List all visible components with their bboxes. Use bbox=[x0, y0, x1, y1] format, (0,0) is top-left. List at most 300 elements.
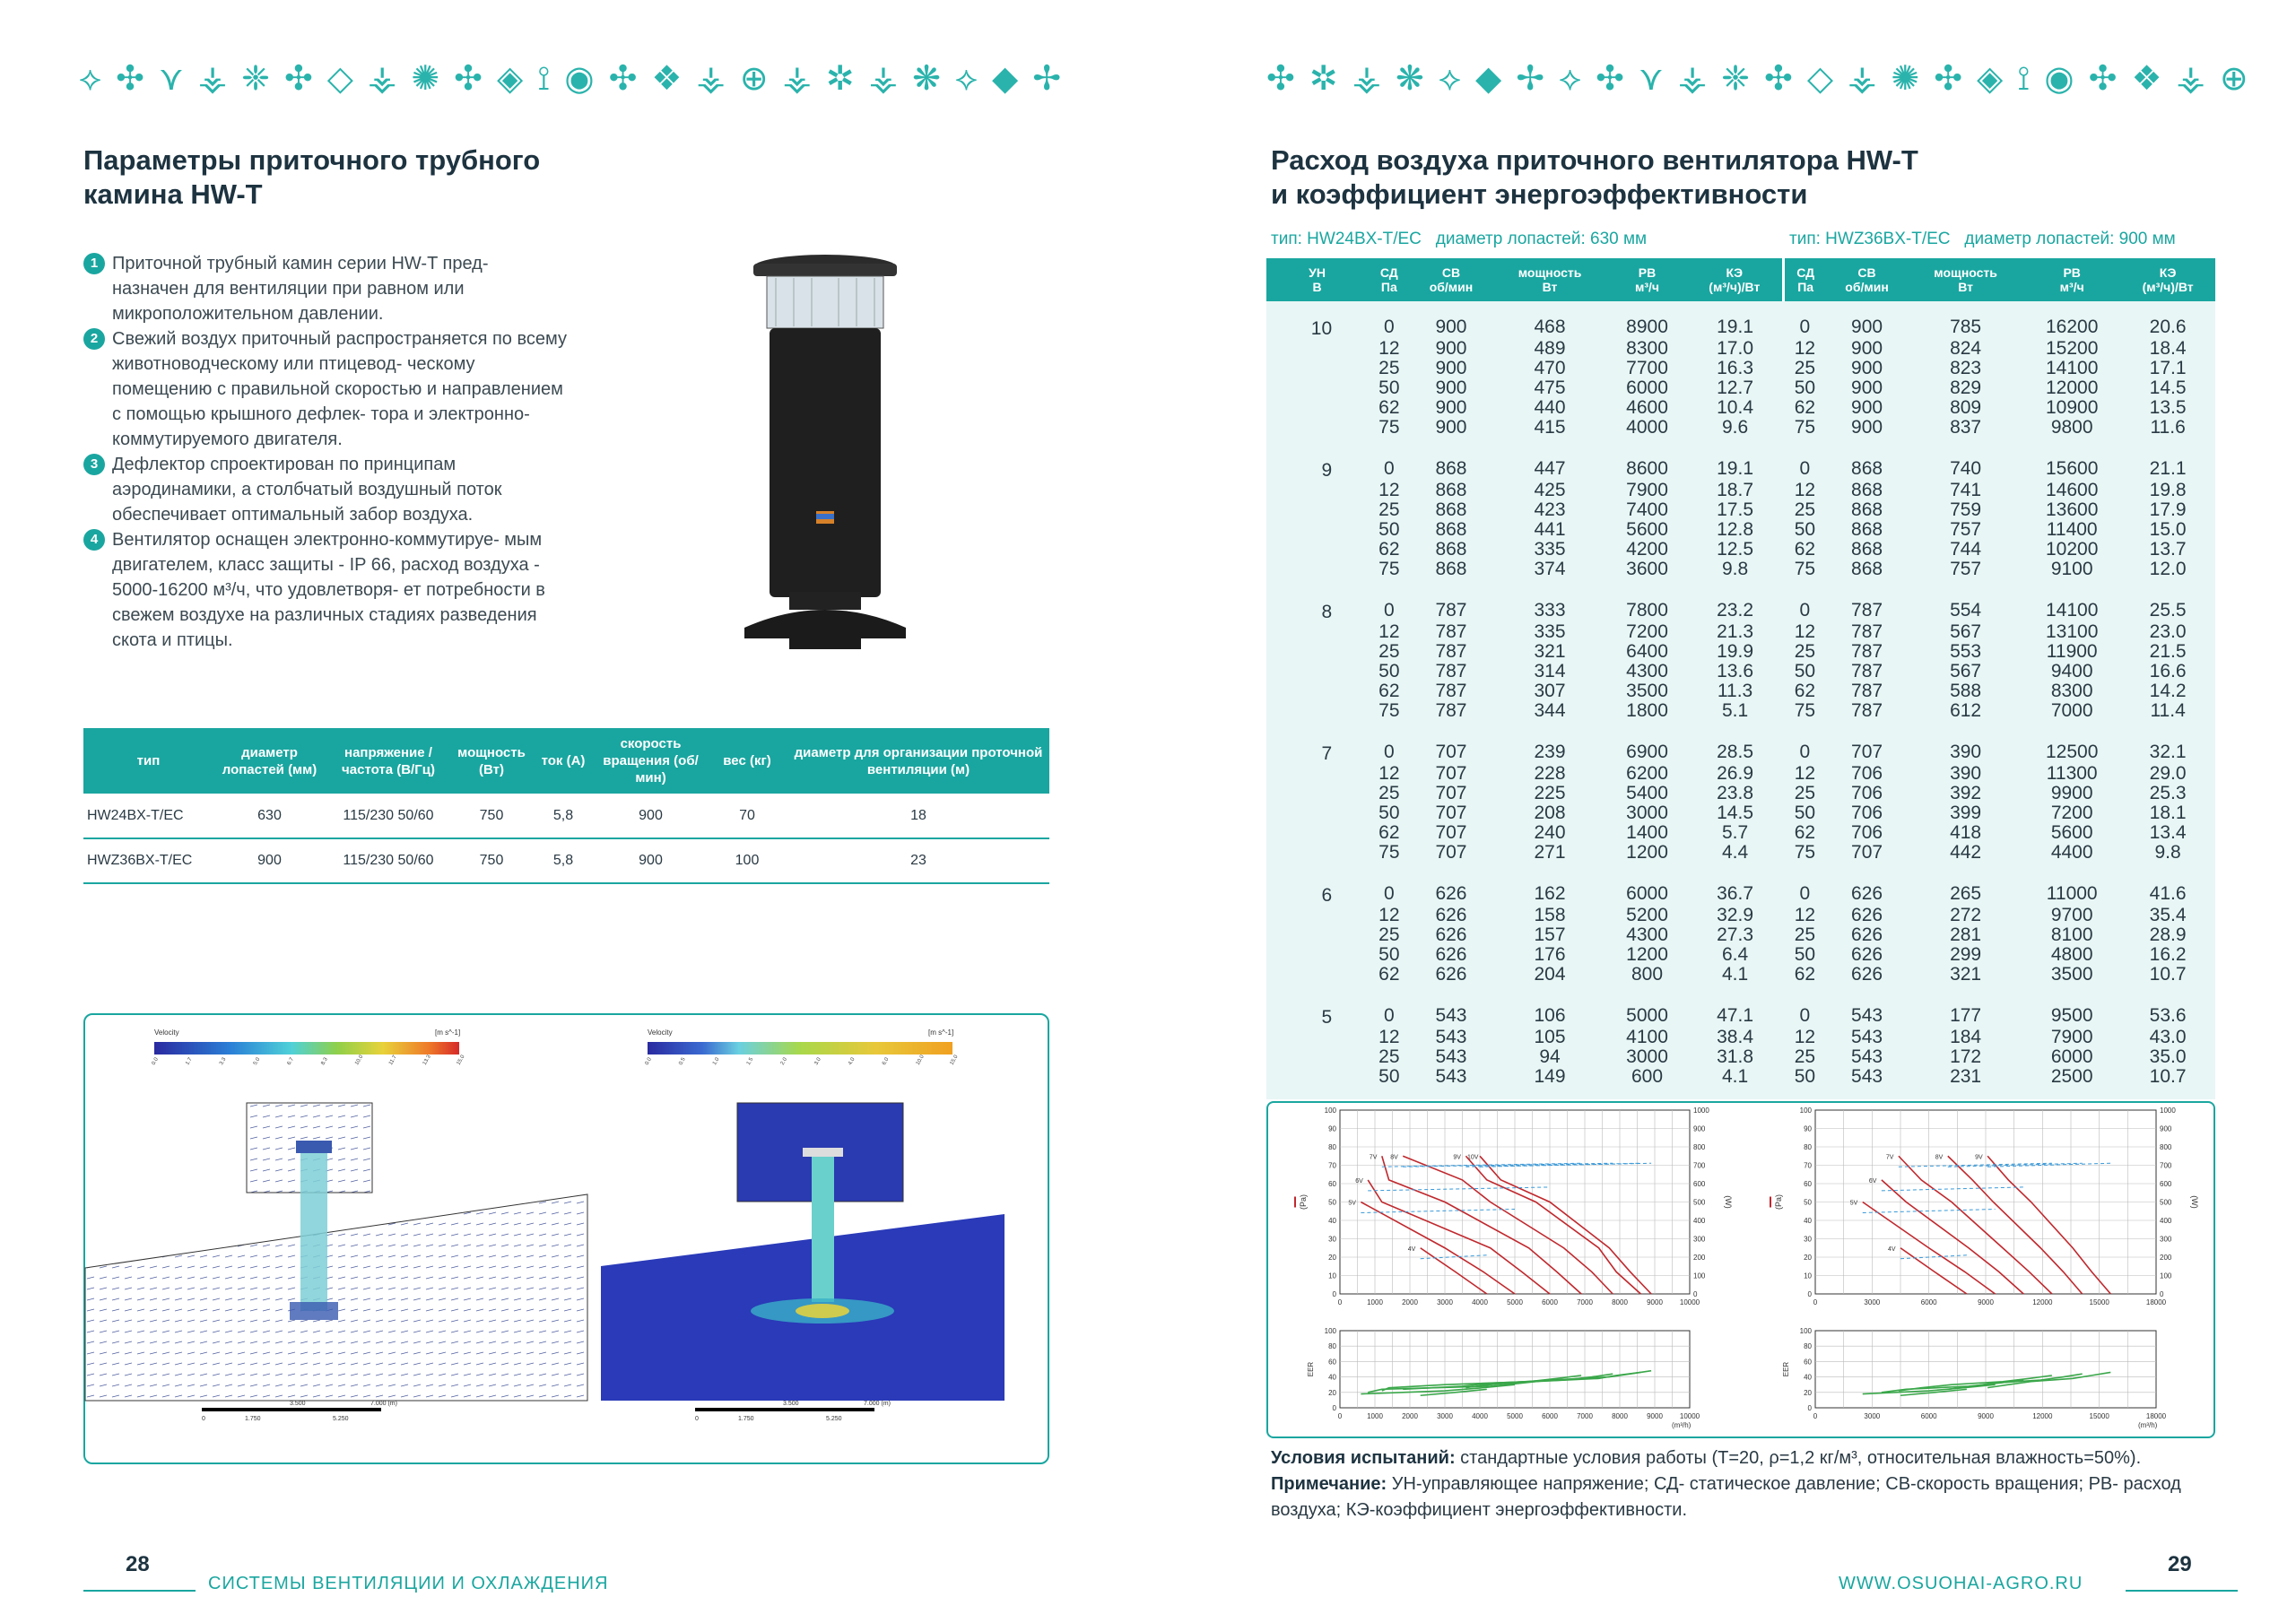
cell: 50 bbox=[1378, 519, 1400, 540]
voltage-cell bbox=[1266, 823, 1368, 843]
cell: 17.9 bbox=[2149, 499, 2187, 520]
cell: 567 bbox=[1950, 661, 1982, 681]
cell: 1800 bbox=[1626, 700, 1668, 721]
header-unit: Па bbox=[1797, 280, 1814, 294]
cell: 442 bbox=[1950, 842, 1982, 863]
charts-svg bbox=[1268, 1103, 2213, 1436]
series-label: 8V bbox=[1390, 1154, 1398, 1161]
x-tick-label: 0 bbox=[1813, 1298, 1818, 1306]
cell: 7400 bbox=[1626, 499, 1668, 520]
cell: 75 bbox=[1378, 559, 1400, 579]
y-tick-label: 30 bbox=[1328, 1235, 1336, 1244]
cell: 62 bbox=[1794, 397, 1816, 418]
cell: 706 bbox=[1851, 822, 1883, 843]
x-tick-label: 9000 bbox=[1978, 1412, 1994, 1420]
table-row bbox=[1266, 823, 2215, 843]
cell: 11.3 bbox=[1717, 681, 1753, 701]
y-tick-label: 70 bbox=[1328, 1161, 1336, 1170]
product-image bbox=[735, 251, 915, 655]
cell: 626 bbox=[1851, 964, 1883, 985]
cell: 543 bbox=[1851, 1005, 1883, 1026]
voltage-cell bbox=[1266, 906, 1368, 925]
cell: 25 bbox=[1378, 924, 1400, 945]
cell: 25 bbox=[1378, 641, 1400, 662]
x-tick-label: 18000 bbox=[2145, 1412, 2167, 1420]
cell: 240 bbox=[1534, 822, 1566, 843]
series-label: 6V bbox=[1355, 1177, 1363, 1185]
cell: 15.0 bbox=[2149, 519, 2187, 540]
voltage-cell bbox=[1266, 520, 1368, 540]
cell: 10900 bbox=[2045, 397, 2099, 418]
y2-tick-label: 300 bbox=[2160, 1235, 2172, 1244]
cell: 868 bbox=[1851, 559, 1883, 579]
voltage-cell bbox=[1266, 339, 1368, 359]
cell: 19.1 bbox=[1717, 317, 1753, 337]
col-header: скорость вращения (об/мин) bbox=[595, 728, 707, 794]
cell: 440 bbox=[1534, 397, 1566, 418]
cell: 14100 bbox=[2045, 600, 2099, 621]
x-tick-label: 2000 bbox=[1402, 1298, 1418, 1306]
series-label: 7V bbox=[1885, 1154, 1894, 1161]
col-header: ток (А) bbox=[532, 728, 595, 794]
cell: 10.7 bbox=[2149, 964, 2187, 985]
header-top: КЭ bbox=[1726, 265, 1744, 280]
cell: 6900 bbox=[1626, 742, 1668, 762]
voltage-cell bbox=[1266, 540, 1368, 560]
cell: 25 bbox=[1378, 358, 1400, 378]
cell: 50 bbox=[1378, 944, 1400, 965]
voltage-cell bbox=[1266, 642, 1368, 662]
col-header: напряжение / частота (В/Гц) bbox=[326, 728, 451, 794]
y-tick-label: 50 bbox=[1328, 1198, 1336, 1207]
y-tick-label: 0 bbox=[1332, 1290, 1336, 1298]
y-tick-label: 80 bbox=[1804, 1342, 1812, 1351]
cell: 9.6 bbox=[1721, 417, 1749, 438]
y2-tick-label: 900 bbox=[1693, 1124, 1706, 1133]
col-header bbox=[1492, 258, 1607, 301]
cell: 5,8 bbox=[532, 838, 595, 883]
cell: 208 bbox=[1534, 803, 1566, 823]
cell: 900 bbox=[1851, 338, 1883, 359]
cell: 18.1 bbox=[2149, 803, 2187, 823]
cell: 706 bbox=[1851, 803, 1883, 823]
cell: 4200 bbox=[1626, 539, 1668, 560]
cell: 787 bbox=[1851, 621, 1883, 642]
cell: 750 bbox=[451, 794, 532, 838]
y-tick-label: 40 bbox=[1328, 1217, 1336, 1225]
cell: 12 bbox=[1378, 1027, 1400, 1047]
header-top: РВ bbox=[2063, 265, 2081, 280]
cell: 787 bbox=[1851, 661, 1883, 681]
y-tick-label: 90 bbox=[1328, 1124, 1336, 1133]
cell: 25 bbox=[1794, 358, 1816, 378]
cell: 543 bbox=[1435, 1005, 1467, 1026]
cell: 8300 bbox=[2050, 681, 2093, 701]
voltage-cell bbox=[1266, 764, 1368, 784]
header-top: УН bbox=[1309, 265, 1326, 280]
col-header bbox=[1266, 258, 1368, 301]
number-badge: 4 bbox=[83, 529, 105, 551]
cell: 0 bbox=[1799, 1005, 1811, 1026]
chart-2 bbox=[1307, 1327, 1700, 1429]
header-unit: В bbox=[1312, 280, 1322, 294]
cell: 900 bbox=[595, 794, 707, 838]
cell: 706 bbox=[1851, 783, 1883, 803]
colorbar-tick: 15.0 bbox=[456, 1054, 466, 1066]
cell: 543 bbox=[1851, 1046, 1883, 1067]
header-unit: об/мин bbox=[1429, 280, 1474, 294]
cell: 787 bbox=[1851, 641, 1883, 662]
cell: 900 bbox=[1435, 338, 1467, 359]
cell: 900 bbox=[1851, 358, 1883, 378]
cell: 543 bbox=[1435, 1046, 1467, 1067]
cell: 868 bbox=[1851, 539, 1883, 560]
y2-tick-label: 200 bbox=[1693, 1254, 1706, 1262]
title-line: Параметры приточного трубного bbox=[83, 144, 541, 176]
number-badge: 2 bbox=[83, 328, 105, 350]
x-tick-label: 3000 bbox=[1437, 1412, 1453, 1420]
cell: 741 bbox=[1950, 480, 1982, 500]
cell: 785 bbox=[1950, 317, 1982, 337]
colorbar-tick: 0.0 bbox=[644, 1056, 653, 1066]
cell: 272 bbox=[1950, 905, 1982, 925]
cell: 13.6 bbox=[1717, 661, 1753, 681]
cell: 50 bbox=[1794, 1066, 1816, 1087]
cell: 9800 bbox=[2050, 417, 2093, 438]
cell: 787 bbox=[1435, 681, 1467, 701]
cell: 17.5 bbox=[1717, 499, 1753, 520]
cell: 900 bbox=[1851, 417, 1883, 438]
colorbar-tick: 0.5 bbox=[678, 1056, 687, 1066]
colorbar-tick: 3.0 bbox=[813, 1056, 822, 1066]
cell: 475 bbox=[1534, 378, 1566, 398]
cell: 62 bbox=[1794, 681, 1816, 701]
scale-label: 7.000 (m) bbox=[370, 1401, 397, 1407]
list-item bbox=[83, 326, 568, 452]
cell: 787 bbox=[1435, 621, 1467, 642]
y-tick-label: 100 bbox=[1799, 1327, 1812, 1335]
notes-remark bbox=[1271, 1471, 2222, 1523]
x-tick-label: 12000 bbox=[2032, 1298, 2053, 1306]
cell: 25 bbox=[1794, 641, 1816, 662]
cell: 15200 bbox=[2045, 338, 2099, 359]
y2-tick-label: 900 bbox=[2160, 1124, 2172, 1133]
cell: 588 bbox=[1950, 681, 1982, 701]
cell: 7800 bbox=[1626, 600, 1668, 621]
cell: 27.3 bbox=[1717, 924, 1753, 945]
list-item bbox=[83, 452, 568, 527]
cell: 162 bbox=[1534, 883, 1566, 904]
cell: 25 bbox=[1794, 1046, 1816, 1067]
cell: 12 bbox=[1378, 763, 1400, 784]
page-number-left: 28 bbox=[126, 1552, 150, 1576]
list-item-text: Дефлектор спроектирован по принципам аэродинамики, а столбчатый воздушный поток обеспечивает оптимальный забор воздуха. bbox=[112, 455, 502, 525]
cell: 62 bbox=[1794, 822, 1816, 843]
cfd-right-unit: [m s^-1] bbox=[928, 1028, 954, 1037]
table-row bbox=[1266, 965, 2215, 985]
y2-tick-label: 1000 bbox=[2160, 1107, 2176, 1115]
cell: 12 bbox=[1378, 480, 1400, 500]
cell: 626 bbox=[1851, 883, 1883, 904]
cell: 50 bbox=[1378, 1066, 1400, 1087]
cell: 554 bbox=[1950, 600, 1982, 621]
cell: 75 bbox=[1794, 842, 1816, 863]
cell: 75 bbox=[1794, 700, 1816, 721]
cfd-right-colorbar bbox=[648, 1042, 952, 1055]
cell: 14600 bbox=[2045, 480, 2099, 500]
x-tick-label: 6000 bbox=[1542, 1412, 1558, 1420]
right-page-title bbox=[1271, 143, 1918, 212]
cell: 707 bbox=[1435, 822, 1467, 843]
header-unit: (м³/ч)/Вт bbox=[1709, 280, 1761, 294]
y-tick-label: 20 bbox=[1804, 1254, 1812, 1262]
cell: 626 bbox=[1851, 905, 1883, 925]
cell: 62 bbox=[1378, 539, 1400, 560]
table-row bbox=[1266, 378, 2215, 398]
title-line: Расход воздуха приточного вентилятора HW-T bbox=[1271, 144, 1918, 176]
x-tick-label: 2000 bbox=[1402, 1412, 1418, 1420]
cell: 31.8 bbox=[1717, 1046, 1753, 1067]
table-row bbox=[1266, 622, 2215, 642]
type-diameter: диаметр лопастей: 900 мм bbox=[1964, 230, 2176, 248]
cell: 0 bbox=[1383, 600, 1395, 621]
x-axis-label: (m³/h) bbox=[2138, 1421, 2158, 1429]
cell: 11000 bbox=[2046, 883, 2098, 904]
cell: 868 bbox=[1851, 499, 1883, 520]
cell: 7900 bbox=[1626, 480, 1668, 500]
cell: 3500 bbox=[1626, 681, 1668, 701]
cell: 0 bbox=[1383, 1005, 1395, 1026]
cell: 567 bbox=[1950, 621, 1982, 642]
y-tick-label: 60 bbox=[1328, 1358, 1336, 1367]
cell: 868 bbox=[1435, 499, 1467, 520]
cell: 14100 bbox=[2045, 358, 2099, 378]
scale-label: 1.750 bbox=[245, 1416, 261, 1422]
cell: 868 bbox=[1851, 519, 1883, 540]
cell: 7200 bbox=[1626, 621, 1668, 642]
cell: 26.9 bbox=[1717, 763, 1753, 784]
cell: 418 bbox=[1950, 822, 1982, 843]
colorbar-tick: 11.7 bbox=[387, 1055, 398, 1066]
cell: 12 bbox=[1378, 338, 1400, 359]
cell: 6000 bbox=[2050, 1046, 2093, 1067]
voltage-cell: 6 bbox=[1321, 885, 1333, 906]
header-top: мощность bbox=[1518, 265, 1582, 280]
colorbar-tick: 8.3 bbox=[320, 1056, 329, 1066]
cell: 900 bbox=[1851, 317, 1883, 337]
x-tick-label: 15000 bbox=[2089, 1298, 2109, 1306]
y-tick-label: 100 bbox=[1324, 1107, 1336, 1115]
cell: 35.0 bbox=[2149, 1046, 2187, 1067]
cell: 900 bbox=[1851, 378, 1883, 398]
x-tick-label: 6000 bbox=[1542, 1298, 1558, 1306]
cell: 7700 bbox=[1626, 358, 1668, 378]
table-row bbox=[1266, 906, 2215, 925]
cell: 321 bbox=[1534, 641, 1566, 662]
header-unit: м³/ч bbox=[1634, 280, 1660, 294]
cell: 3500 bbox=[2050, 964, 2093, 985]
cell: 19.9 bbox=[1717, 641, 1753, 662]
cell: 787 bbox=[1851, 681, 1883, 701]
cell: 447 bbox=[1534, 458, 1566, 479]
page-number-right: 29 bbox=[2168, 1552, 2192, 1576]
cell: 7900 bbox=[2050, 1027, 2093, 1047]
cell: 868 bbox=[1435, 539, 1467, 560]
cell: 28.9 bbox=[2149, 924, 2187, 945]
cell: 25 bbox=[1378, 783, 1400, 803]
cfd-left-colorbar bbox=[154, 1042, 459, 1055]
cell: 9.8 bbox=[2154, 842, 2181, 863]
cell: 0 bbox=[1799, 742, 1811, 762]
cell: 12 bbox=[1378, 621, 1400, 642]
cell: 868 bbox=[1851, 480, 1883, 500]
cell: 106 bbox=[1534, 1005, 1566, 1026]
cell: 32.1 bbox=[2149, 742, 2187, 762]
header-top: мощность bbox=[1934, 265, 1997, 280]
cell: 11400 bbox=[2046, 519, 2098, 540]
voltage-cell bbox=[1266, 622, 1368, 642]
cell: 543 bbox=[1851, 1066, 1883, 1087]
cell: 470 bbox=[1534, 358, 1566, 378]
cell: 17.1 bbox=[2149, 358, 2187, 378]
cell: 14.5 bbox=[2149, 378, 2187, 398]
x-tick-label: 5000 bbox=[1507, 1412, 1523, 1420]
table-row bbox=[1266, 784, 2215, 803]
cell: 265 bbox=[1950, 883, 1982, 904]
voltage-cell bbox=[1266, 965, 1368, 985]
cell: 837 bbox=[1950, 417, 1982, 438]
series-label: 4V bbox=[1407, 1245, 1416, 1253]
cell: 16.3 bbox=[1717, 358, 1753, 378]
y2-tick-label: 0 bbox=[1693, 1290, 1698, 1298]
cell: 12 bbox=[1794, 905, 1816, 925]
parameters-table bbox=[83, 728, 1049, 884]
cell: 787 bbox=[1851, 600, 1883, 621]
y-tick-label: 10 bbox=[1804, 1271, 1812, 1280]
cell: 25 bbox=[1794, 924, 1816, 945]
colorbar-tick: 1.7 bbox=[185, 1056, 194, 1066]
x-tick-label: 6000 bbox=[1920, 1298, 1937, 1306]
table-row bbox=[1266, 1028, 2215, 1047]
col-header bbox=[1608, 258, 1687, 301]
y-tick-label: 0 bbox=[1332, 1404, 1336, 1412]
notes-text: УН-управляющее напряжение; СД- статическое давление; СВ-скорость вращения; РВ- расход воздуха; КЭ-коэффициент энергоэффективности. bbox=[1271, 1474, 2181, 1520]
cell: 25 bbox=[1794, 499, 1816, 520]
y-tick-label: 40 bbox=[1804, 1217, 1812, 1225]
notes-block bbox=[1271, 1445, 2222, 1523]
cell: 157 bbox=[1534, 924, 1566, 945]
cell: 4800 bbox=[2050, 944, 2093, 965]
x-tick-label: 8000 bbox=[1612, 1298, 1628, 1306]
cell: 423 bbox=[1534, 499, 1566, 520]
y2-tick-label: 100 bbox=[2160, 1271, 2172, 1280]
cell: 0 bbox=[1799, 600, 1811, 621]
y2-tick-label: 100 bbox=[1693, 1271, 1706, 1280]
cell: 25.5 bbox=[2149, 600, 2187, 621]
cell: 5200 bbox=[1626, 905, 1668, 925]
cell: 75 bbox=[1794, 559, 1816, 579]
cell: 299 bbox=[1950, 944, 1982, 965]
cell: 50 bbox=[1378, 378, 1400, 398]
footer-website[interactable]: WWW.OSUOHAI-AGRO.RU bbox=[1839, 1574, 2083, 1593]
y-tick-label: 50 bbox=[1804, 1198, 1812, 1207]
cell: 4400 bbox=[2050, 842, 2093, 863]
y-tick-label: 40 bbox=[1804, 1373, 1812, 1382]
y-tick-label: 0 bbox=[1807, 1404, 1812, 1412]
cell: 787 bbox=[1851, 700, 1883, 721]
cell: 5600 bbox=[1626, 519, 1668, 540]
cell: 390 bbox=[1950, 742, 1982, 762]
cell: 626 bbox=[1435, 905, 1467, 925]
table-row bbox=[1266, 764, 2215, 784]
list-item-text: Вентилятор оснащен электронно-коммутируе- мым двигателем, класс защиты - IP 66, расход воздуха - 5000-16200 м³/ч, что удовлетворя- ет потребности в свежем воздухе на различных стадиях разведения скота и птицы. bbox=[112, 530, 545, 650]
cell: 50 bbox=[1794, 944, 1816, 965]
x-tick-label: 6000 bbox=[1920, 1412, 1937, 1420]
ornament-right: ✣ ✲ ⚶ ❋ ⟡ ◆ ✢ ⟡ ✣ ⋎ ⚶ ❈ ✣ ◇ ⚶ ✺ ✣ ◈ ⟟ ◉ ✣ ❖ ⚶ ⊕ bbox=[1266, 57, 2250, 98]
cell: 374 bbox=[1534, 559, 1566, 579]
type-label-1 bbox=[1271, 230, 1647, 249]
voltage-cell bbox=[1266, 681, 1368, 701]
x-tick-label: 3000 bbox=[1437, 1298, 1453, 1306]
cell: 271 bbox=[1534, 842, 1566, 863]
cell: 399 bbox=[1950, 803, 1982, 823]
cell: 204 bbox=[1534, 964, 1566, 985]
cell: 115/230 50/60 bbox=[326, 838, 451, 883]
list-item bbox=[83, 527, 568, 653]
voltage-cell bbox=[1266, 925, 1368, 945]
cell: 12.7 bbox=[1717, 378, 1753, 398]
y-tick-label: 70 bbox=[1804, 1161, 1812, 1170]
table-row bbox=[1266, 1047, 2215, 1067]
y2-tick-label: 800 bbox=[1693, 1143, 1706, 1151]
cell: 23.8 bbox=[1717, 783, 1753, 803]
cell: 20.6 bbox=[2149, 317, 2187, 337]
cell: 553 bbox=[1950, 641, 1982, 662]
x-tick-label: 8000 bbox=[1612, 1412, 1628, 1420]
y-axis-label: EER bbox=[1307, 1361, 1315, 1377]
series-label: 7V bbox=[1369, 1154, 1378, 1161]
cell: 50 bbox=[1794, 378, 1816, 398]
cell: 12000 bbox=[2045, 378, 2099, 398]
voltage-cell bbox=[1266, 481, 1368, 500]
cell: 5600 bbox=[2050, 822, 2093, 843]
cell: 868 bbox=[1435, 458, 1467, 479]
cell: 35.4 bbox=[2149, 905, 2187, 925]
x-tick-label: 15000 bbox=[2089, 1412, 2109, 1420]
header-unit: м³/ч bbox=[2059, 280, 2084, 294]
cell: 16.2 bbox=[2149, 944, 2187, 965]
cell: 787 bbox=[1435, 641, 1467, 662]
colorbar-tick: 4.0 bbox=[848, 1056, 857, 1066]
cell: 12.5 bbox=[1717, 539, 1753, 560]
table-row bbox=[1266, 803, 2215, 823]
header-top: СВ bbox=[1441, 265, 1461, 280]
cell: 13.4 bbox=[2149, 822, 2187, 843]
colorbar-tick: 2.0 bbox=[779, 1056, 789, 1066]
table-row bbox=[1266, 500, 2215, 520]
cell: 21.1 bbox=[2149, 458, 2187, 479]
cell: 390 bbox=[1950, 763, 1982, 784]
cell: 1400 bbox=[1626, 822, 1668, 843]
table-row bbox=[1266, 601, 2215, 622]
series-label: 6V bbox=[1868, 1177, 1877, 1185]
cell: 225 bbox=[1534, 783, 1566, 803]
cell: 50 bbox=[1794, 661, 1816, 681]
y2-tick-label: 400 bbox=[2160, 1217, 2172, 1225]
cell: 626 bbox=[1435, 964, 1467, 985]
cell: 0 bbox=[1383, 883, 1395, 904]
cell: 10.4 bbox=[1717, 397, 1753, 418]
